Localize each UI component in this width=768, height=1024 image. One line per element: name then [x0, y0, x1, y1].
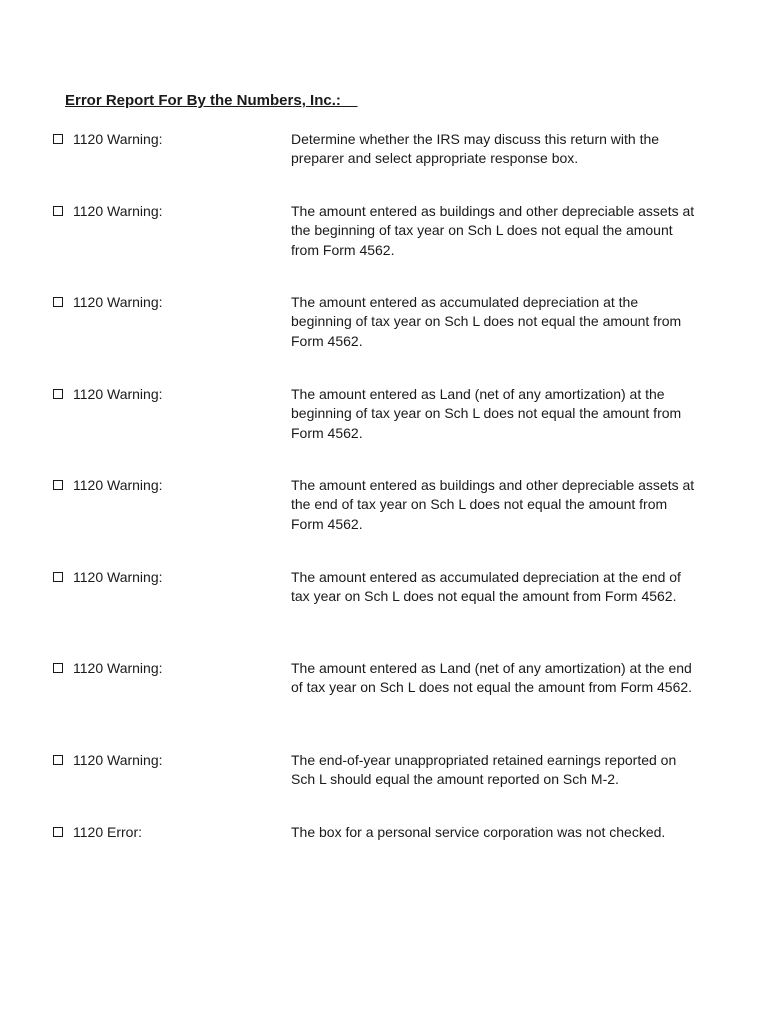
- entry-message: The amount entered as accumulated depreciation at the end of tax year on Sch L does not equal the amount from Form 4562.: [291, 569, 681, 605]
- checkbox-icon[interactable]: [53, 206, 63, 216]
- entry-message: The box for a personal service corporation was not checked.: [291, 824, 666, 840]
- entry-message: Determine whether the IRS may discuss this return with the preparer and select appropriate response box.: [291, 131, 660, 167]
- checkbox-icon[interactable]: [53, 297, 63, 307]
- entry-type: 1120 Warning:: [73, 203, 163, 219]
- entry-message: The amount entered as Land (net of any amortization) at the beginning of tax year on Sch L does not equal the amount from Form 4562.: [291, 386, 682, 441]
- entry-type: 1120 Warning:: [73, 386, 163, 402]
- report-title: Error Report For By the Numbers, Inc.:: [65, 92, 358, 109]
- checkbox-icon[interactable]: [53, 827, 63, 837]
- checkbox-icon[interactable]: [53, 663, 63, 673]
- entry-type: 1120 Warning:: [73, 569, 163, 585]
- entry-type: 1120 Warning:: [73, 752, 163, 768]
- entry-type: 1120 Warning:: [73, 477, 163, 493]
- entry-type: 1120 Error:: [73, 824, 142, 840]
- entry-message: The amount entered as accumulated depreciation at the beginning of tax year on Sch L does not equal the amount from Form 4562.: [291, 294, 682, 349]
- checkbox-icon[interactable]: [53, 134, 63, 144]
- entry-type: 1120 Warning:: [73, 131, 163, 147]
- checkbox-icon[interactable]: [53, 755, 63, 765]
- checkbox-icon[interactable]: [53, 389, 63, 399]
- entry-message: The amount entered as buildings and other depreciable assets at the end of tax year on Sch L does not equal the amount from Form 4562.: [291, 477, 695, 532]
- entry-type: 1120 Warning:: [73, 660, 163, 676]
- entry-message: The amount entered as buildings and other depreciable assets at the beginning of tax year on Sch L does not equal the amount from Form 4562.: [291, 203, 695, 258]
- entry-type: 1120 Warning:: [73, 294, 163, 310]
- entry-message: The end-of-year unappropriated retained earnings reported on Sch L should equal the amount reported on Sch M-2.: [291, 752, 677, 788]
- checkbox-icon[interactable]: [53, 572, 63, 582]
- entry-message: The amount entered as Land (net of any amortization) at the end of tax year on Sch L does not equal the amount from Form 4562.: [291, 660, 693, 696]
- checkbox-icon[interactable]: [53, 480, 63, 490]
